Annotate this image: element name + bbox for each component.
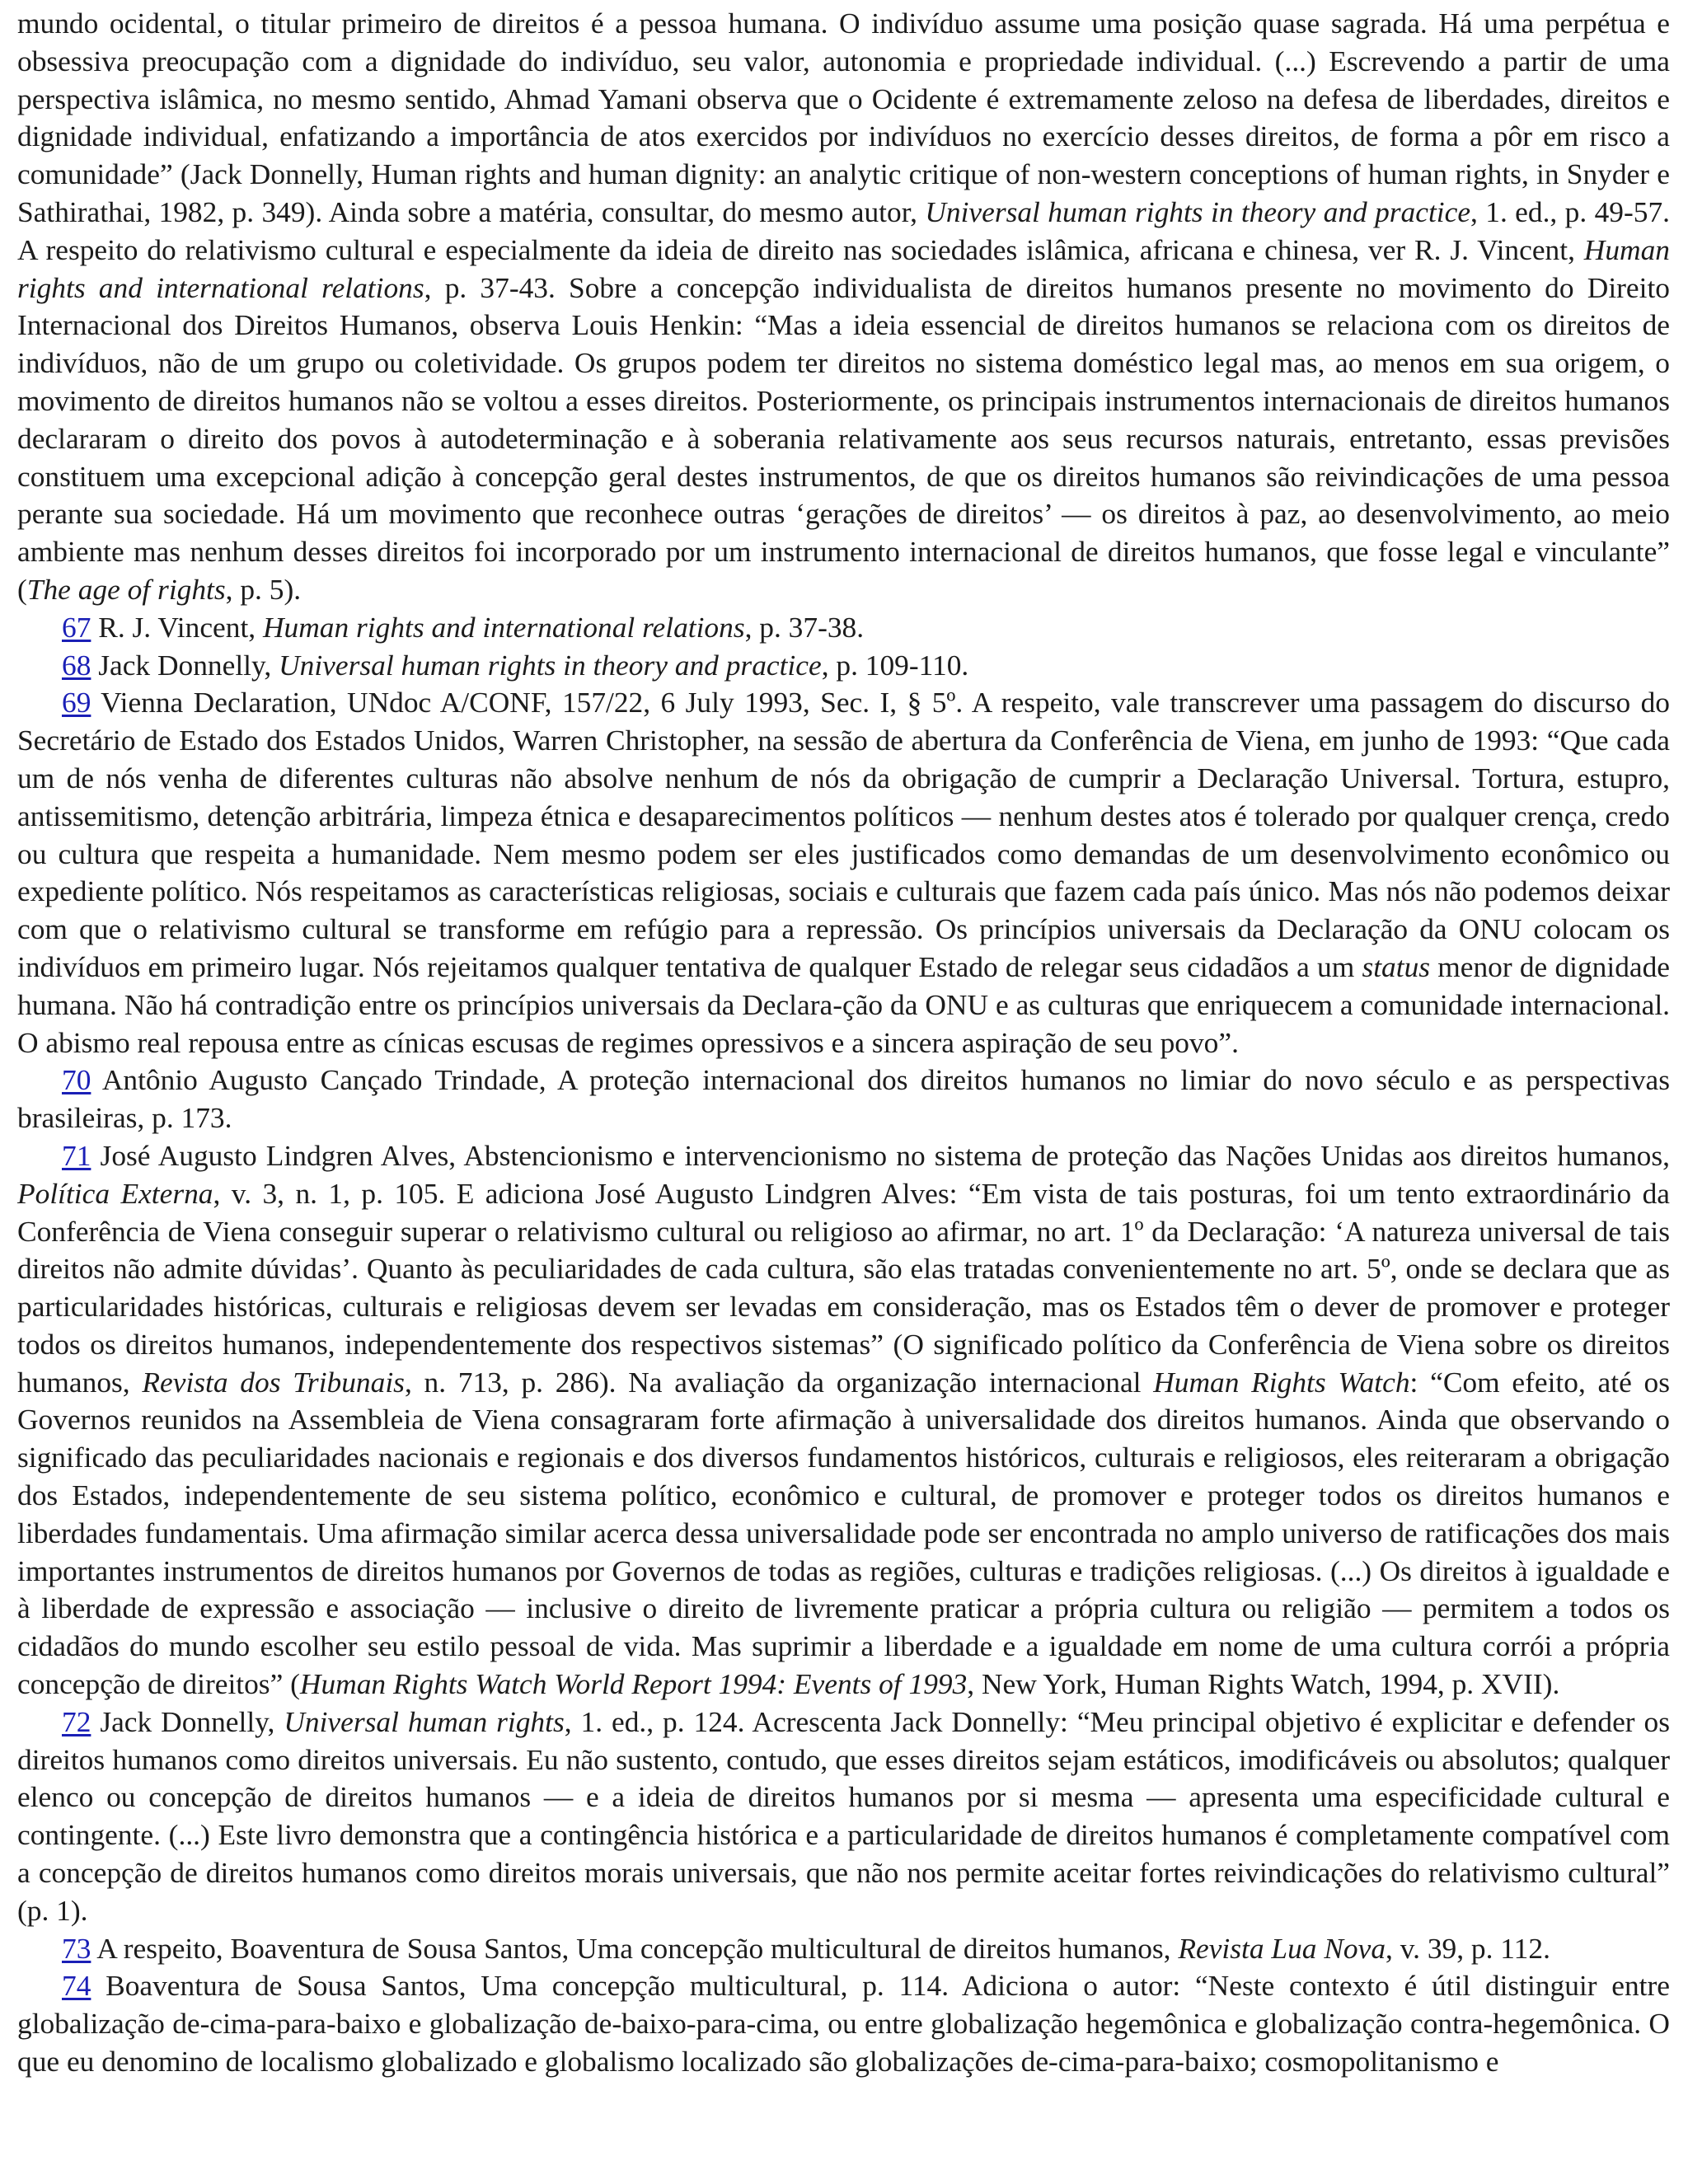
footnote-70 bbox=[17, 1062, 1670, 1137]
text-run: , New York, Human Rights Watch, 1994, p. XVII). bbox=[967, 1667, 1560, 1701]
text-run: A respeito, Boaventura de Sousa Santos, Uma concepção multicultural de direitos humanos, bbox=[91, 1931, 1179, 1965]
text-run: R. J. Vincent, bbox=[91, 610, 263, 644]
text-run: , v. 3, n. 1, p. 105. E adiciona José Augusto Lindgren Alves: “Em vista de tais posturas, foi um tento extraordinário da Conferência de Viena conseguir superar o relativismo cultural ou religioso ao afirmar, no art. 1º da Declaração: ‘A natureza universal de tais direitos não admite dúvidas’. Quanto às peculiaridades de cada cultura, são elas tratadas convenientemente no art. 5º, onde se declara que as particularidades históricas, culturais e religiosas devem ser levadas em consideração, mas os Estados têm o dever de promover e proteger todos os direitos humanos, independentemente dos respectivos sistemas” (O significado político da Conferência de Viena sobre os direitos humanos, bbox=[17, 1176, 1670, 1399]
text-run: , 1. ed., p. 49-57. A respeito do relativismo cultural e especialmente da ideia de direito nas sociedades islâmica, africana e chinesa, ver R. J. Vincent, bbox=[17, 194, 1670, 266]
italic-title: Human Rights Watch World Report 1994: Events of 1993 bbox=[299, 1667, 968, 1701]
footnote-ref-link[interactable]: 73 bbox=[62, 1931, 91, 1965]
footnote-ref-link[interactable]: 70 bbox=[62, 1063, 91, 1097]
text-run: , n. 713, p. 286). Na avaliação da organização internacional bbox=[404, 1365, 1154, 1399]
footnote-72 bbox=[17, 1704, 1670, 1930]
text-run: , p. 37-43. Sobre a concepção individualista de direitos humanos presente no movimento do Direito Internacional dos Direitos Humanos, observa Louis Henkin: “Mas a ideia essencial de direitos humanos se relaciona com os direitos de indivíduos, não de um grupo ou coletividade. Os grupos podem ter direitos no sistema doméstico legal mas, ao menos em sua origem, o movimento de direitos humanos não se voltou a esses direitos. Posteriormente, os principais instrumentos internacionais de direitos humanos declararam o direito dos povos à autodeterminação e à soberania relativamente aos seus recursos naturais, entretanto, essas previsões constituem uma excepcional adição à concepção geral destes instrumentos, de que os direitos humanos são reivindicações de uma pessoa perante sua sociedade. Há um movimento que reconhece outras ‘gerações de direitos’ — os direitos à paz, ao desenvolvimento, ao meio ambiente mas nenhum desses direitos foi incorporado por um instrumento internacional de direitos humanos, que fosse legal e vinculante” ( bbox=[17, 270, 1671, 606]
italic-title: Política Externa bbox=[17, 1176, 213, 1210]
text-run: , v. 39, p. 112. bbox=[1386, 1931, 1550, 1965]
text-run: Jack Donnelly, bbox=[91, 648, 279, 682]
footnote-ref-link[interactable]: 67 bbox=[62, 610, 91, 644]
text-run: Antônio Augusto Cançado Trindade, A proteção internacional dos direitos humanos no limiar do novo século e as perspectivas brasileiras, p. 173. bbox=[17, 1063, 1670, 1135]
italic-title: Human Rights Watch bbox=[1153, 1365, 1410, 1399]
footnote-ref-link[interactable]: 69 bbox=[62, 686, 91, 719]
footnote-74 bbox=[17, 1967, 1670, 2080]
footnote-69 bbox=[17, 684, 1670, 1062]
text-run: : “Com efeito, até os Governos reunidos na Assembleia de Viena consagraram forte afirmação à universalidade dos direitos humanos. Ainda que observando o significado das peculiaridades nacionais e regionais e dos diversos fundamentos históricos, culturais e religiosos, eles reiteraram a obrigação dos Estados, independentemente de seu sistema político, econômico e cultural, de promover e proteger todos os direitos humanos e liberdades fundamentais. Uma afirmação similar acerca dessa universalidade pode ser encontrada no amplo universo de ratificações dos mais importantes instrumentos de direitos humanos por Governos de todas as regiões, culturas e tradições religiosas. (...) Os direitos à igualdade e à liberdade de expressão e associação — inclusive o direito de livremente praticar a própria cultura ou religião — permitem a todos os cidadãos do mundo escolher seu estilo pessoal de vida. Mas suprimir a liberdade e a igualdade em nome de uma cultura corrói a própria concepção de direitos” ( bbox=[17, 1365, 1670, 1701]
italic-title: Revista dos Tribunais bbox=[142, 1365, 405, 1399]
text-run: , p. 109-110. bbox=[821, 648, 969, 682]
text-run: , p. 37-38. bbox=[744, 610, 865, 644]
footnote-68 bbox=[17, 647, 1670, 685]
italic-title: Universal human rights in theory and practice bbox=[925, 194, 1471, 228]
text-run: menor de dignidade humana. Não há contradição entre os princípios universais da Declara-ção da ONU e as culturas que enriquecem a comunidade internacional. O abismo real repousa entre as cínicas escusas de regimes opressivos e a sincera aspiração de seu povo”. bbox=[17, 949, 1671, 1059]
footnote-73 bbox=[17, 1930, 1670, 1968]
italic-title: Revista Lua Nova bbox=[1178, 1931, 1386, 1965]
italic-title: The age of rights bbox=[26, 572, 226, 606]
footnote-67 bbox=[17, 609, 1670, 647]
italic-title: Human rights and international relations bbox=[17, 232, 1670, 304]
italic-title: Human rights and international relations bbox=[262, 610, 745, 644]
text-run: Boaventura de Sousa Santos, Uma concepção multicultural, p. 114. Adiciona o autor: “Neste contexto é útil distinguir entre globalização de-cima-para-baixo e globalização de-baixo-para-cima, ou entre globalização hegemônica e globalização contra-hegemônica. O que eu denomino de localismo globalizado e globalismo localizado são globalizações de-cima-para-baixo; cosmopolitanismo e bbox=[17, 1969, 1670, 2079]
text-run: Jack Donnelly, bbox=[91, 1704, 284, 1738]
text-run: mundo ocidental, o titular primeiro de direitos é a pessoa humana. O indivíduo assume uma posição quase sagrada. Há uma perpétua e obsessiva preocupação com a dignidade do indivíduo, seu valor, autonomia e propriedade individual. (...) Escrevendo a partir de uma perspectiva islâmica, no mesmo sentido, Ahmad Yamani observa que o Ocidente é extremamente zeloso na defesa de liberdades, direitos e dignidade individual, enfatizando a importância de atos exercidos por indivíduos no exercício desses direitos, de forma a pôr em risco a comunidade” (Jack Donnelly, Human rights and human dignity: an analytic critique of non-western conceptions of human rights, in Snyder e Sathirathai, 1982, p. 349). Ainda sobre a matéria, consultar, do mesmo autor, bbox=[17, 7, 1670, 228]
footnote-71 bbox=[17, 1137, 1670, 1704]
text-run: Vienna Declaration, UNdoc A/CONF, 157/22, 6 July 1993, Sec. I, § 5º. A respeito, vale transcrever uma passagem do discurso do Secretário de Estado dos Estados Unidos, Warren Christopher, na sessão de abertura da Conferência de Viena, em junho de 1993: “Que cada um de nós venha de diferentes culturas não absolve nenhum de nós da obrigação de cumprir a Declaração Universal. Tortura, estupro, antissemitismo, detenção arbitrária, limpeza étnica e desaparecimentos políticos — nenhum destes atos é tolerado por qualquer crença, credo ou cultura que respeita a humanidade. Nem mesmo podem ser eles justificados como demandas de um desenvolvimento econômico ou expediente político. Nós respeitamos as características religiosas, sociais e culturais que fazem cada país único. Mas nós não podemos deixar com que o relativismo cultural se transforme em refúgio para a repressão. Os princípios universais da Declaração da ONU colocam os indivíduos em primeiro lugar. Nós rejeitamos qualquer tentativa de qualquer Estado de relegar seus cidadãos a um bbox=[17, 686, 1670, 983]
italic-title: status bbox=[1362, 949, 1431, 983]
footnote-ref-link[interactable]: 71 bbox=[62, 1138, 91, 1172]
text-run: , 1. ed., p. 124. Acrescenta Jack Donnelly: “Meu principal objetivo é explicitar e defender os direitos humanos como direitos universais. Eu não sustento, contudo, que esses direitos sejam estáticos, imodificáveis ou absolutos; qualquer elenco ou concepção de direitos humanos — e a ideia de direitos humanos por si mesma — apresenta uma especificidade cultural e contingente. (...) Este livro demonstra que a contingência histórica e a particularidade de direitos humanos é completamente compatível com a concepção de direitos humanos como direitos morais universais, que não nos permite aceitar fortes reivindicações do relativismo cultural” (p. 1). bbox=[17, 1704, 1670, 1927]
footnote-continuation bbox=[17, 5, 1670, 609]
text-run: José Augusto Lindgren Alves, Abstencionismo e intervencionismo no sistema de proteção das Nações Unidas aos direitos humanos, bbox=[91, 1138, 1670, 1172]
italic-title: Universal human rights bbox=[284, 1704, 565, 1738]
footnote-ref-link[interactable]: 74 bbox=[62, 1969, 91, 2003]
footnote-ref-link[interactable]: 72 bbox=[62, 1704, 91, 1738]
text-run: , p. 5). bbox=[225, 572, 302, 606]
italic-title: Universal human rights in theory and practice bbox=[279, 648, 822, 682]
footnote-ref-link[interactable]: 68 bbox=[62, 648, 91, 682]
